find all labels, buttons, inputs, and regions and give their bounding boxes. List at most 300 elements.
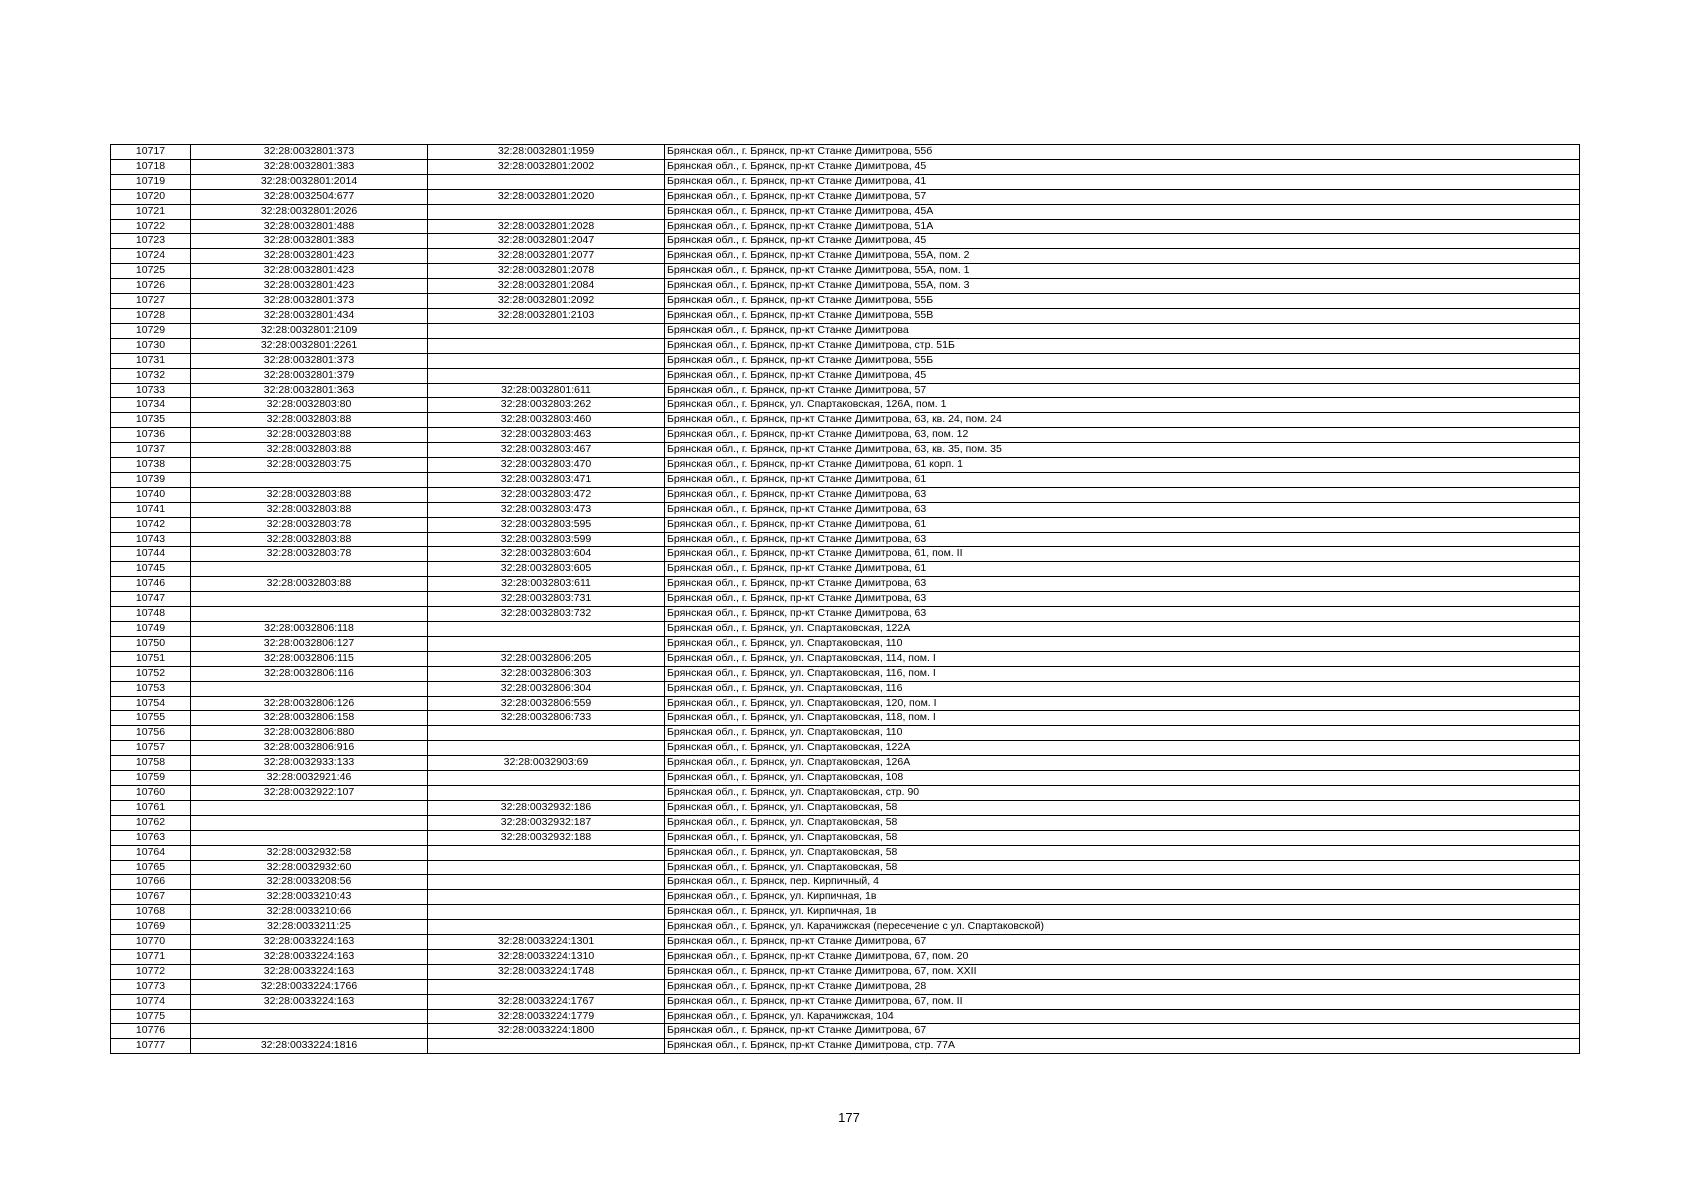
row-number-cell: 10751 [111, 651, 191, 666]
table-row [111, 815, 1580, 830]
row-number-cell: 10726 [111, 279, 191, 294]
land-cadastral-number-cell [191, 1024, 428, 1039]
row-number-cell: 10767 [111, 890, 191, 905]
address-cell: Брянская обл., г. Брянск, ул. Спартаковская, 58 [665, 815, 1580, 830]
table-row [111, 428, 1580, 443]
table-row [111, 860, 1580, 875]
address-cell: Брянская обл., г. Брянск, ул. Спартаковская, 58 [665, 845, 1580, 860]
address-cell: Брянская обл., г. Брянск, пр-кт Станке Димитрова, 61 корп. 1 [665, 458, 1580, 473]
table-row [111, 607, 1580, 622]
address-cell: Брянская обл., г. Брянск, ул. Спартаковская, 110 [665, 726, 1580, 741]
address-cell: Брянская обл., г. Брянск, ул. Спартаковская, 126А [665, 756, 1580, 771]
object-cadastral-number-cell: 32:28:0032801:2077 [428, 249, 665, 264]
address-cell: Брянская обл., г. Брянск, пр-кт Станке Димитрова, 67 [665, 935, 1580, 950]
address-cell: Брянская обл., г. Брянск, ул. Спартаковская, 58 [665, 800, 1580, 815]
address-cell: Брянская обл., г. Брянск, пр-кт Станке Димитрова, 51А [665, 219, 1580, 234]
land-cadastral-number-cell: 32:28:0032801:488 [191, 219, 428, 234]
object-cadastral-number-cell: 32:28:0032801:611 [428, 383, 665, 398]
row-number-cell: 10740 [111, 487, 191, 502]
object-cadastral-number-cell [428, 353, 665, 368]
row-number-cell: 10769 [111, 920, 191, 935]
address-cell: Брянская обл., г. Брянск, пр-кт Станке Димитрова, 55В [665, 308, 1580, 323]
row-number-cell: 10755 [111, 711, 191, 726]
table-row [111, 577, 1580, 592]
row-number-cell: 10742 [111, 517, 191, 532]
row-number-cell: 10721 [111, 204, 191, 219]
table-row [111, 845, 1580, 860]
object-cadastral-number-cell: 32:28:0032803:731 [428, 592, 665, 607]
table-row [111, 1009, 1580, 1024]
table-row [111, 294, 1580, 309]
row-number-cell: 10735 [111, 413, 191, 428]
table-row [111, 487, 1580, 502]
row-number-cell: 10718 [111, 159, 191, 174]
land-cadastral-number-cell: 32:28:0033224:163 [191, 935, 428, 950]
land-cadastral-number-cell: 32:28:0032803:88 [191, 428, 428, 443]
row-number-cell: 10730 [111, 338, 191, 353]
table-row [111, 890, 1580, 905]
land-cadastral-number-cell: 32:28:0032801:434 [191, 308, 428, 323]
table-row [111, 994, 1580, 1009]
object-cadastral-number-cell [428, 636, 665, 651]
address-cell: Брянская обл., г. Брянск, пр-кт Станке Димитрова, 61, пом. II [665, 547, 1580, 562]
land-cadastral-number-cell [191, 1009, 428, 1024]
row-number-cell: 10723 [111, 234, 191, 249]
land-cadastral-number-cell: 32:28:0032801:2109 [191, 323, 428, 338]
object-cadastral-number-cell: 32:28:0032801:2047 [428, 234, 665, 249]
object-cadastral-number-cell: 32:28:0033224:1310 [428, 949, 665, 964]
land-cadastral-number-cell: 32:28:0032803:88 [191, 413, 428, 428]
object-cadastral-number-cell: 32:28:0033224:1767 [428, 994, 665, 1009]
row-number-cell: 10739 [111, 472, 191, 487]
land-cadastral-number-cell: 32:28:0032803:75 [191, 458, 428, 473]
land-cadastral-number-cell: 32:28:0032803:88 [191, 502, 428, 517]
row-number-cell: 10736 [111, 428, 191, 443]
row-number-cell: 10724 [111, 249, 191, 264]
object-cadastral-number-cell: 32:28:0032803:732 [428, 607, 665, 622]
table-row [111, 204, 1580, 219]
object-cadastral-number-cell: 32:28:0032801:2092 [428, 294, 665, 309]
address-cell: Брянская обл., г. Брянск, ул. Карачижская (пересечение с ул. Спартаковской) [665, 920, 1580, 935]
table-row [111, 875, 1580, 890]
row-number-cell: 10728 [111, 308, 191, 323]
land-cadastral-number-cell: 32:28:0033210:43 [191, 890, 428, 905]
row-number-cell: 10777 [111, 1039, 191, 1054]
row-number-cell: 10757 [111, 741, 191, 756]
land-cadastral-number-cell: 32:28:0032801:423 [191, 279, 428, 294]
table-row [111, 323, 1580, 338]
address-cell: Брянская обл., г. Брянск, ул. Спартаковская, 110 [665, 636, 1580, 651]
table-row [111, 353, 1580, 368]
object-cadastral-number-cell: 32:28:0032801:2020 [428, 189, 665, 204]
land-cadastral-number-cell: 32:28:0032801:379 [191, 368, 428, 383]
land-cadastral-number-cell: 32:28:0032801:423 [191, 264, 428, 279]
address-cell: Брянская обл., г. Брянск, пр-кт Станке Димитрова, 63 [665, 532, 1580, 547]
land-cadastral-number-cell: 32:28:0032803:88 [191, 443, 428, 458]
land-cadastral-number-cell [191, 562, 428, 577]
table-row [111, 413, 1580, 428]
object-cadastral-number-cell [428, 726, 665, 741]
land-cadastral-number-cell: 32:28:0032801:373 [191, 353, 428, 368]
address-cell: Брянская обл., г. Брянск, ул. Карачижская, 104 [665, 1009, 1580, 1024]
address-cell: Брянская обл., г. Брянск, ул. Спартаковская, стр. 90 [665, 785, 1580, 800]
land-cadastral-number-cell: 32:28:0032806:158 [191, 711, 428, 726]
table-row [111, 636, 1580, 651]
land-cadastral-number-cell: 32:28:0032803:88 [191, 577, 428, 592]
row-number-cell: 10741 [111, 502, 191, 517]
land-cadastral-number-cell [191, 800, 428, 815]
address-cell: Брянская обл., г. Брянск, пр-кт Станке Димитрова, 63, пом. 12 [665, 428, 1580, 443]
object-cadastral-number-cell: 32:28:0032803:460 [428, 413, 665, 428]
object-cadastral-number-cell: 32:28:0032801:2028 [428, 219, 665, 234]
address-cell: Брянская обл., г. Брянск, пр-кт Станке Димитрова, 57 [665, 383, 1580, 398]
table-row [111, 368, 1580, 383]
address-cell: Брянская обл., г. Брянск, пр-кт Станке Димитрова, 41 [665, 174, 1580, 189]
table-row [111, 651, 1580, 666]
table-row [111, 189, 1580, 204]
table-row [111, 964, 1580, 979]
row-number-cell: 10722 [111, 219, 191, 234]
row-number-cell: 10772 [111, 964, 191, 979]
table-row [111, 443, 1580, 458]
table-row [111, 472, 1580, 487]
table-row [111, 979, 1580, 994]
table-row [111, 145, 1580, 160]
land-cadastral-number-cell [191, 815, 428, 830]
row-number-cell: 10731 [111, 353, 191, 368]
table-row [111, 279, 1580, 294]
land-cadastral-number-cell: 32:28:0032921:46 [191, 771, 428, 786]
land-cadastral-number-cell: 32:28:0032803:80 [191, 398, 428, 413]
object-cadastral-number-cell [428, 845, 665, 860]
land-cadastral-number-cell: 32:28:0032801:383 [191, 159, 428, 174]
land-cadastral-number-cell: 32:28:0032932:60 [191, 860, 428, 875]
address-cell: Брянская обл., г. Брянск, пр-кт Станке Димитрова, 45 [665, 159, 1580, 174]
object-cadastral-number-cell: 32:28:0032803:611 [428, 577, 665, 592]
row-number-cell: 10752 [111, 666, 191, 681]
table-row [111, 264, 1580, 279]
address-cell: Брянская обл., г. Брянск, пр-кт Станке Димитрова, 63 [665, 502, 1580, 517]
object-cadastral-number-cell: 32:28:0032801:2103 [428, 308, 665, 323]
table-row [111, 666, 1580, 681]
object-cadastral-number-cell: 32:28:0032803:467 [428, 443, 665, 458]
object-cadastral-number-cell: 32:28:0033224:1800 [428, 1024, 665, 1039]
row-number-cell: 10756 [111, 726, 191, 741]
table-row [111, 696, 1580, 711]
address-cell: Брянская обл., г. Брянск, пр-кт Станке Димитрова, 45 [665, 234, 1580, 249]
table-row [111, 592, 1580, 607]
land-cadastral-number-cell: 32:28:0033224:1816 [191, 1039, 428, 1054]
object-cadastral-number-cell: 32:28:0033224:1748 [428, 964, 665, 979]
table-row [111, 920, 1580, 935]
row-number-cell: 10746 [111, 577, 191, 592]
land-cadastral-number-cell: 32:28:0033211:25 [191, 920, 428, 935]
address-cell: Брянская обл., г. Брянск, пр-кт Станке Димитрова, 55А, пом. 3 [665, 279, 1580, 294]
table-row [111, 622, 1580, 637]
row-number-cell: 10743 [111, 532, 191, 547]
land-cadastral-number-cell: 32:28:0032932:58 [191, 845, 428, 860]
address-cell: Брянская обл., г. Брянск, ул. Спартаковская, 114, пом. I [665, 651, 1580, 666]
land-cadastral-number-cell: 32:28:0032801:2014 [191, 174, 428, 189]
address-cell: Брянская обл., г. Брянск, пр-кт Станке Димитрова, 28 [665, 979, 1580, 994]
object-cadastral-number-cell [428, 979, 665, 994]
object-cadastral-number-cell: 32:28:0032803:470 [428, 458, 665, 473]
table-row [111, 458, 1580, 473]
object-cadastral-number-cell: 32:28:0032801:1959 [428, 145, 665, 160]
land-cadastral-number-cell: 32:28:0032922:107 [191, 785, 428, 800]
object-cadastral-number-cell: 32:28:0032806:205 [428, 651, 665, 666]
land-cadastral-number-cell: 32:28:0033210:66 [191, 905, 428, 920]
address-cell: Брянская обл., г. Брянск, пр-кт Станке Димитрова, 61 [665, 517, 1580, 532]
row-number-cell: 10773 [111, 979, 191, 994]
address-cell: Брянская обл., г. Брянск, пр-кт Станке Димитрова, стр. 51Б [665, 338, 1580, 353]
address-cell: Брянская обл., г. Брянск, ул. Спартаковская, 118, пом. I [665, 711, 1580, 726]
table-row [111, 949, 1580, 964]
table-row [111, 249, 1580, 264]
table-row [111, 681, 1580, 696]
object-cadastral-number-cell: 32:28:0032803:471 [428, 472, 665, 487]
row-number-cell: 10745 [111, 562, 191, 577]
registry-table [110, 144, 1580, 1054]
table-row [111, 338, 1580, 353]
address-cell: Брянская обл., г. Брянск, ул. Кирпичная, 1в [665, 890, 1580, 905]
table-row [111, 159, 1580, 174]
table-row [111, 830, 1580, 845]
object-cadastral-number-cell: 32:28:0033224:1779 [428, 1009, 665, 1024]
address-cell: Брянская обл., г. Брянск, пр-кт Станке Димитрова, стр. 77А [665, 1039, 1580, 1054]
object-cadastral-number-cell [428, 920, 665, 935]
row-number-cell: 10749 [111, 622, 191, 637]
object-cadastral-number-cell: 32:28:0032903:69 [428, 756, 665, 771]
address-cell: Брянская обл., г. Брянск, пр-кт Станке Димитрова, 55Б [665, 353, 1580, 368]
land-cadastral-number-cell: 32:28:0032801:363 [191, 383, 428, 398]
object-cadastral-number-cell [428, 323, 665, 338]
row-number-cell: 10766 [111, 875, 191, 890]
address-cell: Брянская обл., г. Брянск, ул. Спартаковская, 58 [665, 830, 1580, 845]
address-cell: Брянская обл., г. Брянск, пр-кт Станке Димитрова, 61 [665, 562, 1580, 577]
object-cadastral-number-cell [428, 174, 665, 189]
row-number-cell: 10762 [111, 815, 191, 830]
object-cadastral-number-cell: 32:28:0032803:463 [428, 428, 665, 443]
land-cadastral-number-cell: 32:28:0032806:916 [191, 741, 428, 756]
address-cell: Брянская обл., г. Брянск, пр-кт Станке Димитрова, 55А, пом. 1 [665, 264, 1580, 279]
object-cadastral-number-cell [428, 875, 665, 890]
object-cadastral-number-cell: 32:28:0032801:2078 [428, 264, 665, 279]
object-cadastral-number-cell [428, 204, 665, 219]
object-cadastral-number-cell: 32:28:0032803:605 [428, 562, 665, 577]
address-cell: Брянская обл., г. Брянск, пр-кт Станке Димитрова, 45А [665, 204, 1580, 219]
address-cell: Брянская обл., г. Брянск, ул. Спартаковская, 58 [665, 860, 1580, 875]
address-cell: Брянская обл., г. Брянск, пр-кт Станке Димитрова, 63, кв. 35, пом. 35 [665, 443, 1580, 458]
row-number-cell: 10759 [111, 771, 191, 786]
table-row [111, 1039, 1580, 1054]
row-number-cell: 10729 [111, 323, 191, 338]
address-cell: Брянская обл., г. Брянск, ул. Спартаковская, 122А [665, 741, 1580, 756]
table-row [111, 234, 1580, 249]
row-number-cell: 10750 [111, 636, 191, 651]
land-cadastral-number-cell: 32:28:0032803:88 [191, 487, 428, 502]
object-cadastral-number-cell [428, 905, 665, 920]
land-cadastral-number-cell: 32:28:0032803:78 [191, 517, 428, 532]
object-cadastral-number-cell: 32:28:0032801:2084 [428, 279, 665, 294]
address-cell: Брянская обл., г. Брянск, пр-кт Станке Димитрова, 45 [665, 368, 1580, 383]
object-cadastral-number-cell: 32:28:0032932:188 [428, 830, 665, 845]
row-number-cell: 10725 [111, 264, 191, 279]
land-cadastral-number-cell: 32:28:0032803:78 [191, 547, 428, 562]
address-cell: Брянская обл., г. Брянск, пр-кт Станке Димитрова, 57 [665, 189, 1580, 204]
table-row [111, 219, 1580, 234]
land-cadastral-number-cell [191, 592, 428, 607]
land-cadastral-number-cell: 32:28:0032806:126 [191, 696, 428, 711]
object-cadastral-number-cell [428, 368, 665, 383]
object-cadastral-number-cell [428, 741, 665, 756]
land-cadastral-number-cell: 32:28:0032801:2261 [191, 338, 428, 353]
row-number-cell: 10733 [111, 383, 191, 398]
table-row [111, 532, 1580, 547]
object-cadastral-number-cell: 32:28:0032803:599 [428, 532, 665, 547]
row-number-cell: 10753 [111, 681, 191, 696]
address-cell: Брянская обл., г. Брянск, пр-кт Станке Димитрова, 67, пом. 20 [665, 949, 1580, 964]
land-cadastral-number-cell: 32:28:0032933:133 [191, 756, 428, 771]
address-cell: Брянская обл., г. Брянск, пр-кт Станке Димитрова, 63, кв. 24, пом. 24 [665, 413, 1580, 428]
object-cadastral-number-cell [428, 771, 665, 786]
table-row [111, 562, 1580, 577]
row-number-cell: 10768 [111, 905, 191, 920]
row-number-cell: 10748 [111, 607, 191, 622]
object-cadastral-number-cell [428, 890, 665, 905]
table-row [111, 517, 1580, 532]
land-cadastral-number-cell [191, 830, 428, 845]
address-cell: Брянская обл., г. Брянск, пр-кт Станке Димитрова, 63 [665, 577, 1580, 592]
address-cell: Брянская обл., г. Брянск, пр-кт Станке Димитрова, 63 [665, 607, 1580, 622]
land-cadastral-number-cell: 32:28:0032801:373 [191, 145, 428, 160]
address-cell: Брянская обл., г. Брянск, пр-кт Станке Димитрова, 63 [665, 592, 1580, 607]
object-cadastral-number-cell: 32:28:0032803:595 [428, 517, 665, 532]
row-number-cell: 10764 [111, 845, 191, 860]
object-cadastral-number-cell: 32:28:0032932:186 [428, 800, 665, 815]
object-cadastral-number-cell: 32:28:0032803:262 [428, 398, 665, 413]
address-cell: Брянская обл., г. Брянск, пр-кт Станке Димитрова, 67 [665, 1024, 1580, 1039]
address-cell: Брянская обл., г. Брянск, пр-кт Станке Димитрова [665, 323, 1580, 338]
table-row [111, 398, 1580, 413]
land-cadastral-number-cell [191, 681, 428, 696]
table-row [111, 726, 1580, 741]
land-cadastral-number-cell: 32:28:0033224:163 [191, 949, 428, 964]
address-cell: Брянская обл., г. Брянск, ул. Спартаковская, 122А [665, 622, 1580, 637]
row-number-cell: 10771 [111, 949, 191, 964]
object-cadastral-number-cell: 32:28:0032806:304 [428, 681, 665, 696]
row-number-cell: 10770 [111, 935, 191, 950]
table-row [111, 1024, 1580, 1039]
land-cadastral-number-cell: 32:28:0033208:56 [191, 875, 428, 890]
land-cadastral-number-cell: 32:28:0032806:118 [191, 622, 428, 637]
land-cadastral-number-cell: 32:28:0032806:116 [191, 666, 428, 681]
address-cell: Брянская обл., г. Брянск, пр-кт Станке Димитрова, 63 [665, 487, 1580, 502]
land-cadastral-number-cell: 32:28:0032806:115 [191, 651, 428, 666]
object-cadastral-number-cell [428, 338, 665, 353]
object-cadastral-number-cell: 32:28:0032806:733 [428, 711, 665, 726]
table-row [111, 905, 1580, 920]
row-number-cell: 10732 [111, 368, 191, 383]
land-cadastral-number-cell: 32:28:0033224:163 [191, 994, 428, 1009]
object-cadastral-number-cell: 32:28:0032806:303 [428, 666, 665, 681]
row-number-cell: 10774 [111, 994, 191, 1009]
object-cadastral-number-cell: 32:28:0032932:187 [428, 815, 665, 830]
land-cadastral-number-cell: 32:28:0032806:880 [191, 726, 428, 741]
land-cadastral-number-cell: 32:28:0032801:383 [191, 234, 428, 249]
table-row [111, 547, 1580, 562]
row-number-cell: 10727 [111, 294, 191, 309]
address-cell: Брянская обл., г. Брянск, ул. Спартаковская, 108 [665, 771, 1580, 786]
object-cadastral-number-cell: 32:28:0032803:472 [428, 487, 665, 502]
row-number-cell: 10760 [111, 785, 191, 800]
table-row [111, 756, 1580, 771]
object-cadastral-number-cell: 32:28:0032803:473 [428, 502, 665, 517]
address-cell: Брянская обл., г. Брянск, ул. Спартаковская, 116 [665, 681, 1580, 696]
address-cell: Брянская обл., г. Брянск, пр-кт Станке Димитрова, 55А, пом. 2 [665, 249, 1580, 264]
object-cadastral-number-cell [428, 860, 665, 875]
address-cell: Брянская обл., г. Брянск, пр-кт Станке Димитрова, 55б [665, 145, 1580, 160]
row-number-cell: 10758 [111, 756, 191, 771]
land-cadastral-number-cell: 32:28:0033224:1766 [191, 979, 428, 994]
row-number-cell: 10738 [111, 458, 191, 473]
address-cell: Брянская обл., г. Брянск, пр-кт Станке Димитрова, 55Б [665, 294, 1580, 309]
row-number-cell: 10763 [111, 830, 191, 845]
address-cell: Брянская обл., г. Брянск, пр-кт Станке Димитрова, 67, пом. XXII [665, 964, 1580, 979]
address-cell: Брянская обл., г. Брянск, ул. Спартаковская, 126А, пом. 1 [665, 398, 1580, 413]
row-number-cell: 10765 [111, 860, 191, 875]
land-cadastral-number-cell: 32:28:0032801:373 [191, 294, 428, 309]
address-cell: Брянская обл., г. Брянск, пер. Кирпичный, 4 [665, 875, 1580, 890]
object-cadastral-number-cell: 32:28:0032803:604 [428, 547, 665, 562]
registry-table-body [111, 145, 1580, 1054]
object-cadastral-number-cell [428, 1039, 665, 1054]
object-cadastral-number-cell: 32:28:0032806:559 [428, 696, 665, 711]
object-cadastral-number-cell: 32:28:0033224:1301 [428, 935, 665, 950]
land-cadastral-number-cell: 32:28:0032801:423 [191, 249, 428, 264]
row-number-cell: 10754 [111, 696, 191, 711]
table-row [111, 800, 1580, 815]
table-row [111, 502, 1580, 517]
row-number-cell: 10744 [111, 547, 191, 562]
table-row [111, 383, 1580, 398]
land-cadastral-number-cell: 32:28:0033224:163 [191, 964, 428, 979]
object-cadastral-number-cell: 32:28:0032801:2002 [428, 159, 665, 174]
table-row [111, 741, 1580, 756]
table-row [111, 308, 1580, 323]
address-cell: Брянская обл., г. Брянск, пр-кт Станке Димитрова, 61 [665, 472, 1580, 487]
table-row [111, 174, 1580, 189]
land-cadastral-number-cell [191, 607, 428, 622]
object-cadastral-number-cell [428, 785, 665, 800]
address-cell: Брянская обл., г. Брянск, пр-кт Станке Димитрова, 67, пом. II [665, 994, 1580, 1009]
row-number-cell: 10720 [111, 189, 191, 204]
row-number-cell: 10761 [111, 800, 191, 815]
row-number-cell: 10719 [111, 174, 191, 189]
land-cadastral-number-cell: 32:28:0032806:127 [191, 636, 428, 651]
row-number-cell: 10734 [111, 398, 191, 413]
row-number-cell: 10717 [111, 145, 191, 160]
land-cadastral-number-cell: 32:28:0032801:2026 [191, 204, 428, 219]
table-row [111, 771, 1580, 786]
land-cadastral-number-cell: 32:28:0032803:88 [191, 532, 428, 547]
page-number: 177 [838, 1110, 860, 1125]
table-row [111, 785, 1580, 800]
row-number-cell: 10776 [111, 1024, 191, 1039]
table-row [111, 935, 1580, 950]
row-number-cell: 10775 [111, 1009, 191, 1024]
address-cell: Брянская обл., г. Брянск, ул. Спартаковская, 116, пом. I [665, 666, 1580, 681]
